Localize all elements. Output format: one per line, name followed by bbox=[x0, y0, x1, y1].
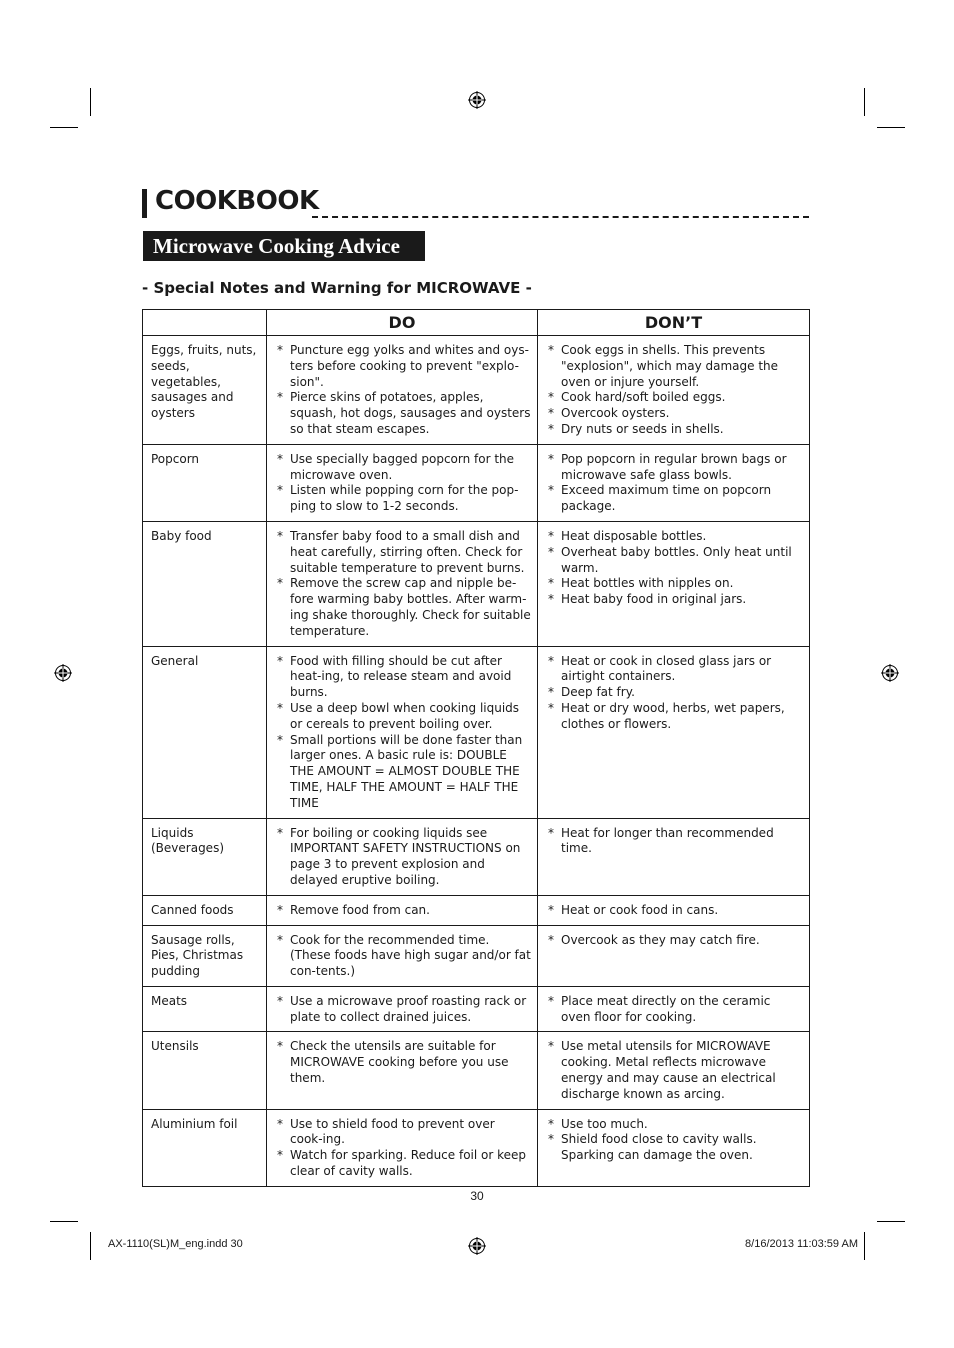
do-cell bbox=[267, 925, 538, 986]
dont-item: * Cook hard/soft boiled eggs. bbox=[546, 390, 803, 406]
table-row bbox=[143, 818, 810, 895]
dont-item: * Overcook oysters. bbox=[546, 406, 803, 422]
table-row bbox=[143, 521, 810, 646]
dont-item: * Heat bottles with nipples on. bbox=[546, 576, 803, 592]
do-cell bbox=[267, 521, 538, 646]
do-item: * Check the utensils are suitable for MICROWAVE cooking before you use them. bbox=[275, 1039, 531, 1086]
column-header bbox=[143, 310, 267, 336]
row-category: Baby food bbox=[143, 521, 267, 646]
do-cell bbox=[267, 646, 538, 818]
do-item: * Use to shield food to prevent over cook-ing. bbox=[275, 1117, 531, 1149]
do-cell bbox=[267, 895, 538, 925]
do-cell bbox=[267, 444, 538, 521]
print-timestamp: 8/16/2013 11:03:59 AM bbox=[745, 1238, 858, 1250]
page-number: 30 bbox=[470, 1189, 484, 1203]
dont-item: * Overheat baby bottles. Only heat until warm. bbox=[546, 545, 803, 577]
row-category: Eggs, fruits, nuts, seeds, vegetables, sausages and oysters bbox=[143, 336, 267, 445]
special-notes-heading: - Special Notes and Warning for MICROWAVE - bbox=[142, 279, 532, 297]
do-cell bbox=[267, 818, 538, 895]
dont-cell bbox=[538, 818, 810, 895]
dont-item: * Heat or cook in closed glass jars or airtight containers. bbox=[546, 654, 803, 686]
do-item: * Remove food from can. bbox=[275, 903, 531, 919]
table-row bbox=[143, 895, 810, 925]
dont-item: * Heat baby food in original jars. bbox=[546, 592, 803, 608]
dont-item: * Overcook as they may catch fire. bbox=[546, 933, 803, 949]
do-item: * Puncture egg yolks and whites and oys-ters before cooking to prevent "explo-sion". bbox=[275, 343, 531, 390]
registration-mark-icon bbox=[468, 1237, 486, 1255]
table-row bbox=[143, 1109, 810, 1186]
dont-item: * Heat or dry wood, herbs, wet papers, clothes or flowers. bbox=[546, 701, 803, 733]
do-item: * Cook for the recommended time. (These foods have high sugar and/or fat con-tents.) bbox=[275, 933, 531, 980]
crop-mark bbox=[50, 127, 78, 128]
dont-cell bbox=[538, 925, 810, 986]
do-item: * Use a microwave proof roasting rack or plate to collect drained juices. bbox=[275, 994, 531, 1026]
crop-mark bbox=[90, 88, 91, 116]
dont-cell bbox=[538, 986, 810, 1032]
dont-cell bbox=[538, 895, 810, 925]
title-dashed-rule bbox=[312, 216, 809, 218]
dont-item: * Use too much. bbox=[546, 1117, 803, 1133]
do-item: * Food with filling should be cut after heat-ing, to release steam and avoid burns. bbox=[275, 654, 531, 701]
registration-mark-icon bbox=[54, 664, 72, 682]
title-bar-accent bbox=[142, 189, 147, 218]
row-category: Popcorn bbox=[143, 444, 267, 521]
page-title: COOKBOOK bbox=[155, 186, 319, 216]
table-row bbox=[143, 1032, 810, 1109]
row-category: Meats bbox=[143, 986, 267, 1032]
dont-item: * Cook eggs in shells. This prevents "explosion", which may damage the oven or injure yourself. bbox=[546, 343, 803, 390]
dont-item: * Heat for longer than recommended time. bbox=[546, 826, 803, 858]
dont-cell bbox=[538, 1032, 810, 1109]
crop-mark bbox=[877, 127, 905, 128]
row-category: Utensils bbox=[143, 1032, 267, 1109]
row-category: Canned foods bbox=[143, 895, 267, 925]
table-row bbox=[143, 336, 810, 445]
do-item: * Watch for sparking. Reduce foil or keep clear of cavity walls. bbox=[275, 1148, 531, 1180]
do-item: * Transfer baby food to a small dish and heat carefully, stirring often. Check for suitable temperature to prevent burns. bbox=[275, 529, 531, 576]
file-slug: AX-1110(SL)M_eng.indd 30 bbox=[108, 1238, 243, 1250]
dont-item: * Deep fat fry. bbox=[546, 685, 803, 701]
row-category: Aluminium foil bbox=[143, 1109, 267, 1186]
section-heading: Microwave Cooking Advice bbox=[143, 231, 425, 261]
row-category: General bbox=[143, 646, 267, 818]
dont-cell bbox=[538, 646, 810, 818]
dont-item: * Place meat directly on the ceramic oven floor for cooking. bbox=[546, 994, 803, 1026]
do-item: * Use specially bagged popcorn for the microwave oven. bbox=[275, 452, 531, 484]
dont-cell bbox=[538, 336, 810, 445]
advice-table bbox=[142, 309, 810, 1187]
crop-mark bbox=[90, 1232, 91, 1260]
do-item: * Remove the screw cap and nipple be-fore warming baby bottles. After warm-ing shake thoroughly. Check for suitable temperature. bbox=[275, 576, 531, 639]
registration-mark-icon bbox=[468, 91, 486, 109]
registration-mark-icon bbox=[881, 664, 899, 682]
dont-item: * Dry nuts or seeds in shells. bbox=[546, 422, 803, 438]
do-cell bbox=[267, 986, 538, 1032]
table-row bbox=[143, 444, 810, 521]
do-item: * Listen while popping corn for the pop-ping to slow to 1-2 seconds. bbox=[275, 483, 531, 515]
dont-item: * Use metal utensils for MICROWAVE cooking. Metal reflects microwave energy and may cause an electrical discharge known as arcing. bbox=[546, 1039, 803, 1102]
table-row bbox=[143, 646, 810, 818]
dont-item: * Heat disposable bottles. bbox=[546, 529, 803, 545]
crop-mark bbox=[877, 1221, 905, 1222]
do-item: * Use a deep bowl when cooking liquids or cereals to prevent boiling over. bbox=[275, 701, 531, 733]
dont-cell bbox=[538, 1109, 810, 1186]
do-cell bbox=[267, 1032, 538, 1109]
dont-item: * Exceed maximum time on popcorn package. bbox=[546, 483, 803, 515]
table-row bbox=[143, 925, 810, 986]
row-category: Liquids (Beverages) bbox=[143, 818, 267, 895]
row-category: Sausage rolls, Pies, Christmas pudding bbox=[143, 925, 267, 986]
dont-item: * Pop popcorn in regular brown bags or microwave safe glass bowls. bbox=[546, 452, 803, 484]
do-item: * Small portions will be done faster than larger ones. A basic rule is: DOUBLE THE AMOUNT = ALMOST DOUBLE THE TIME, HALF THE AMOUNT = HALF THE TIME bbox=[275, 733, 531, 812]
dont-item: * Heat or cook food in cans. bbox=[546, 903, 803, 919]
crop-mark bbox=[50, 1221, 78, 1222]
column-header-do: DO bbox=[267, 310, 538, 336]
dont-cell bbox=[538, 521, 810, 646]
do-item: * Pierce skins of potatoes, apples, squash, hot dogs, sausages and oysters so that steam escapes. bbox=[275, 390, 531, 437]
crop-mark bbox=[864, 1232, 865, 1260]
dont-item: * Shield food close to cavity walls. Sparking can damage the oven. bbox=[546, 1132, 803, 1164]
table-row bbox=[143, 986, 810, 1032]
do-item: * For boiling or cooking liquids see IMPORTANT SAFETY INSTRUCTIONS on page 3 to prevent explosion and delayed eruptive boiling. bbox=[275, 826, 531, 889]
do-cell bbox=[267, 1109, 538, 1186]
table-header-row bbox=[143, 310, 810, 336]
dont-cell bbox=[538, 444, 810, 521]
crop-mark bbox=[864, 88, 865, 116]
column-header-dont: DON’T bbox=[538, 310, 810, 336]
do-cell bbox=[267, 336, 538, 445]
